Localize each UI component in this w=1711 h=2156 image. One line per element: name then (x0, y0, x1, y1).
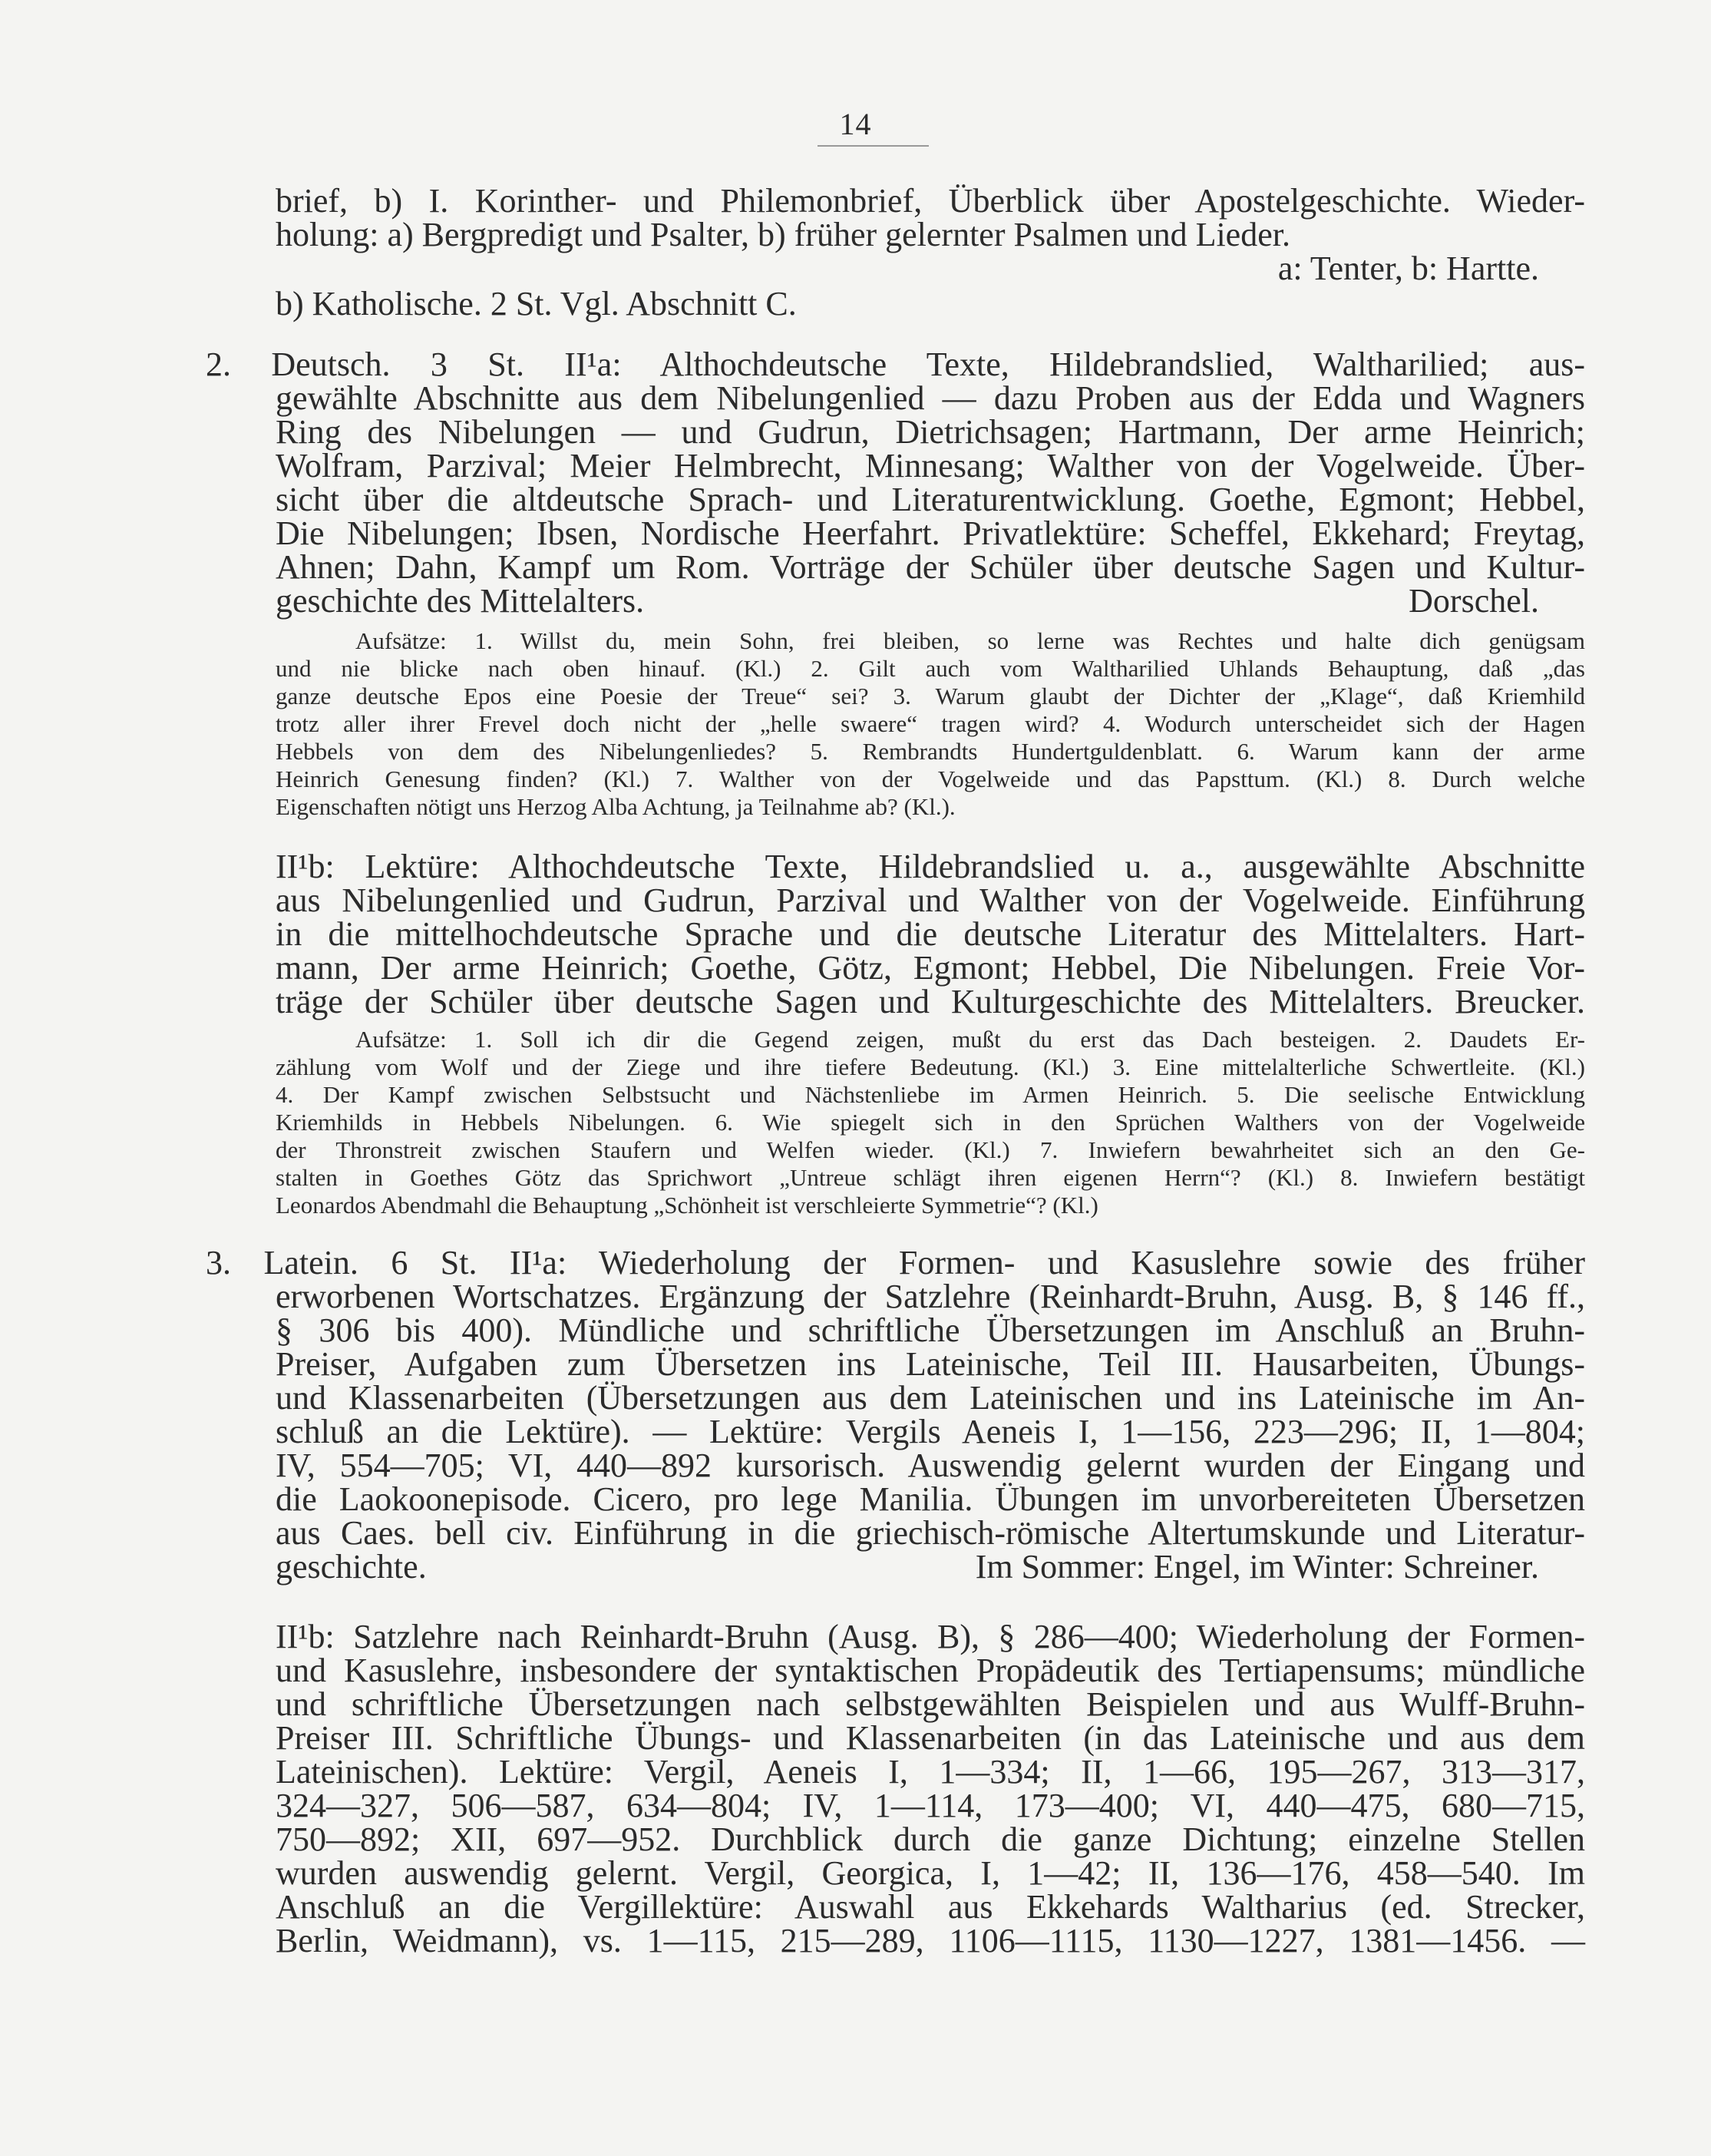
essay-line: Aufsätze: 1. Willst du, mein Sohn, frei bleiben, so lerne was Rechtes und halte dich genügsam (355, 627, 1585, 654)
text-line (206, 348, 1585, 382)
text-line: und Klassenarbeiten (Übersetzungen aus dem Lateinischen und ins Lateinische im An- (276, 1379, 1585, 1417)
text-line: Die Nibelungen; Ibsen, Nordische Heerfahrt. Privatlektüre: Scheffel, Ekkehard; Freytag, (276, 514, 1585, 552)
essay-line: Aufsätze: 1. Soll ich dir die Gegend zeigen, mußt du erst das Dach besteigen. 2. Daudets Er- (355, 1026, 1585, 1053)
section-number: 3. (206, 1244, 231, 1281)
text-line: die Laokoonepisode. Cicero, pro lege Manilia. Übungen im unvorbereiteten Übersetzen (276, 1480, 1585, 1518)
page-number-rule (818, 145, 929, 147)
essay-line: Heinrich Genesung finden? (Kl.) 7. Walther von der Vogelweide und das Papsttum. (Kl.) 8. Durch welche (276, 766, 1585, 792)
text-fragment: geschichte des Mittelalters. (276, 582, 645, 620)
text-line: aus Nibelungenlied und Gudrun, Parzival und Walther von der Vogelweide. Einführung (276, 881, 1585, 919)
text-line: § 306 bis 400). Mündliche und schriftliche Übersetzungen im Anschluß an Bruhn- (276, 1311, 1585, 1349)
text-line (206, 1246, 1585, 1280)
text-line: Lateinischen). Lektüre: Vergil, Aeneis I, 1—334; II, 1—66, 195—267, 313—317, (276, 1753, 1585, 1791)
text-line: Preiser, Aufgaben zum Übersetzen ins Lateinische, Teil III. Hausarbeiten, Übungs- (276, 1345, 1585, 1383)
teacher-names: Im Sommer: Engel, im Winter: Schreiner. (975, 1548, 1539, 1586)
deutsch-heading-line (206, 348, 1585, 382)
teacher-names: a: Tenter, b: Hartte. (1277, 250, 1539, 287)
text-line: gewählte Abschnitte aus dem Nibelungenlied — dazu Proben aus der Edda und Wagners (276, 379, 1585, 417)
religion-continuation (276, 184, 1585, 321)
text-line: II¹b: Lektüre: Althochdeutsche Texte, Hildebrandslied u. a., ausgewählte Abschnitte (276, 848, 1585, 885)
text-line: Berlin, Weidmann), vs. 1—115, 215—289, 1106—1115, 1130—1227, 1381—1456. — (276, 1922, 1585, 1959)
text-line: Preiser III. Schriftliche Übungs- und Klassenarbeiten (in das Lateinische und aus dem (276, 1719, 1585, 1757)
text-line: mann, Der arme Heinrich; Goethe, Götz, Egmont; Hebbel, Die Nibelungen. Freie Vor- (276, 949, 1585, 987)
text-line: schluß an die Lektüre). — Lektüre: Vergils Aeneis I, 1—156, 223—296; II, 1—804; (276, 1413, 1585, 1450)
text-line (276, 584, 1585, 618)
text-fragment: geschichte. (276, 1548, 427, 1586)
text-line: Wolfram, Parzival; Meier Helmbrecht, Minnesang; Walther von der Vogelweide. Über- (276, 447, 1585, 484)
latein-heading-line (206, 1246, 1585, 1280)
text-line: Ahnen; Dahn, Kampf um Rom. Vorträge der Schüler über deutsche Sagen und Kultur- (276, 548, 1585, 586)
essay-line: 4. Der Kampf zwischen Selbstsucht und Nächstenliebe im Armen Heinrich. 5. Die seelische Entwicklung (276, 1081, 1585, 1108)
essay-line: zählung vom Wolf und der Ziege und ihre tiefere Bedeutung. (Kl.) 3. Eine mittelalterliche Schwertleite. (Kl.) (276, 1053, 1585, 1080)
essay-line: der Thronstreit zwischen Staufern und Welfen wieder. (Kl.) 7. Inwiefern bewahrheitet sich an den Ge- (276, 1136, 1585, 1163)
text-line: 750—892; XII, 697—952. Durchblick durch die ganze Dichtung; einzelne Stellen (276, 1820, 1585, 1858)
page-number: 14 (839, 107, 872, 141)
text-line: Ring des Nibelungen — und Gudrun, Dietrichsagen; Hartmann, Der arme Heinrich; (276, 413, 1585, 451)
latein-ii1b-body (276, 1620, 1585, 1958)
text-line: erworbenen Wortschatzes. Ergänzung der Satzlehre (Reinhardt-Bruhn, Ausg. B, § 146 ff., (276, 1278, 1585, 1315)
section-first-line: Latein. 6 St. II¹a: Wiederholung der Formen- und Kasuslehre sowie des früher (263, 1244, 1586, 1281)
deutsch-essays-b (276, 1026, 1585, 1219)
latein-ii1a-body (276, 1280, 1585, 1584)
text-line: holung: a) Bergpredigt und Psalter, b) früher gelernter Psalmen und Lieder. (276, 216, 1290, 253)
essay-line: Hebbels von dem des Nibelungenliedes? 5. Rembrandts Hundertguldenblatt. 6. Warum kann der arme (276, 738, 1585, 765)
text-line: in die mittelhochdeutsche Sprache und die deutsche Literatur des Mittelalters. Hart- (276, 915, 1585, 953)
essay-line: trotz aller ihrer Frevel doch nicht der „helle swaere“ tragen wird? 4. Wodurch unterscheidet sich der Hagen (276, 710, 1585, 737)
catholic-note: b) Katholische. 2 St. Vgl. Abschnitt C. (276, 285, 797, 322)
essay-line: stalten in Goethes Götz das Sprichwort „Untreue schlägt ihren eigenen Herrn“? (Kl.) 8. Inwiefern bestätigt (276, 1164, 1585, 1191)
essay-line: und nie blicke nach oben hinauf. (Kl.) 2. Gilt auch vom Waltharilied Uhlands Behauptung, daß „das (276, 655, 1585, 682)
text-line: 324—327, 506—587, 634—804; IV, 1—114, 173—400; VI, 440—475, 680—715, (276, 1787, 1585, 1824)
deutsch-ii1b-body (276, 850, 1585, 1019)
deutsch-ii1a-body (276, 379, 1585, 620)
essay-line: Leonardos Abendmahl die Behauptung „Schönheit ist verschleierte Symmetrie“? (Kl.) (276, 1192, 1098, 1219)
text-line: wurden auswendig gelernt. Vergil, Georgica, I, 1—42; II, 136—176, 458—540. Im (276, 1854, 1585, 1892)
section-number: 2. (206, 346, 231, 383)
text-line: sicht über die altdeutsche Sprach- und Literaturentwicklung. Goethe, Egmont; Hebbel, (276, 481, 1585, 518)
text-line: Anschluß an die Vergillektüre: Auswahl aus Ekkehards Waltharius (ed. Strecker, (276, 1888, 1585, 1926)
text-line (276, 1550, 1585, 1584)
section-first-line: Deutsch. 3 St. II¹a: Althochdeutsche Texte, Hildebrandslied, Waltharilied; aus- (271, 346, 1586, 383)
text-line: IV, 554—705; VI, 440—892 kursorisch. Auswendig gelernt wurden der Eingang und (276, 1447, 1585, 1484)
essay-line: ganze deutsche Epos eine Poesie der Treue“ sei? 3. Warum glaubt der Dichter der „Klage“, daß Kriemhild (276, 683, 1585, 709)
text-line: träge der Schüler über deutsche Sagen und Kulturgeschichte des Mittelalters. Breucker. (276, 983, 1585, 1020)
text-line: II¹b: Satzlehre nach Reinhardt-Bruhn (Ausg. B), § 286—400; Wiederholung der Formen- (276, 1618, 1585, 1655)
text-line: und schriftliche Übersetzungen nach selbstgewählten Beispielen und aus Wulff-Bruhn- (276, 1685, 1585, 1723)
essay-line: Kriemhilds in Hebbels Nibelungen. 6. Wie spiegelt sich in den Sprüchen Walthers von der Vogelweide (276, 1109, 1585, 1136)
teacher-name: Dorschel. (1409, 582, 1539, 620)
text-line: brief, b) I. Korinther- und Philemonbrief, Überblick über Apostelgeschichte. Wieder- (276, 182, 1585, 220)
deutsch-essays-a (276, 627, 1585, 821)
essay-line: Eigenschaften nötigt uns Herzog Alba Achtung, ja Teilnahme ab? (Kl.). (276, 793, 956, 820)
text-line: und Kasuslehre, insbesondere der syntaktischen Propädeutik des Tertiapensums; mündliche (276, 1652, 1585, 1689)
text-line: aus Caes. bell civ. Einführung in die griechisch-römische Altertumskunde und Literatur- (276, 1514, 1585, 1552)
